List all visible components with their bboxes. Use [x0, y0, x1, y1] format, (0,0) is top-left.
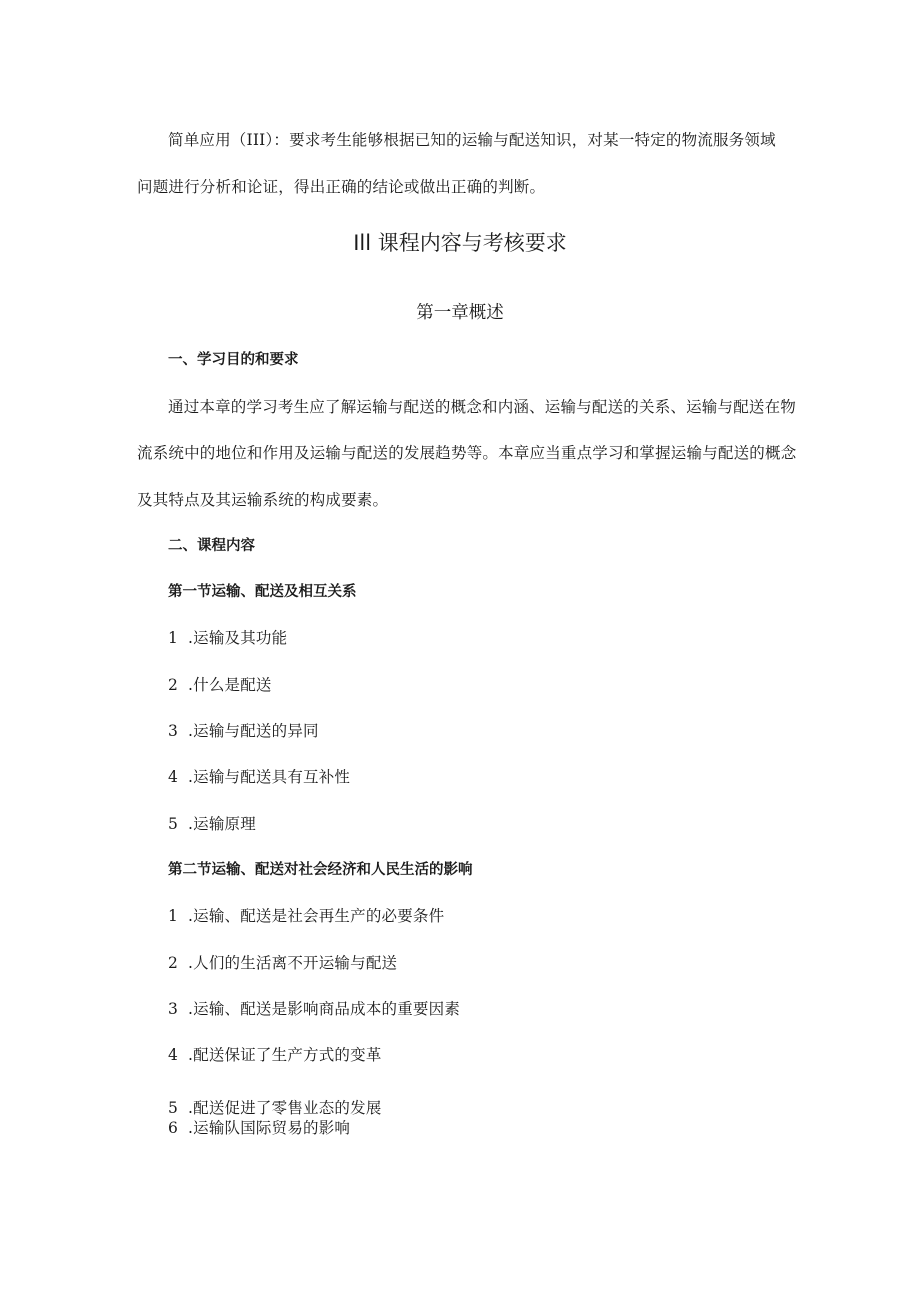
- section-heading-content: 二、课程内容: [168, 538, 255, 554]
- list-item-text: .运输与配送的异同: [188, 722, 319, 740]
- section-heading-objectives: 一、学习目的和要求: [168, 352, 299, 368]
- list-item: [168, 1043, 382, 1065]
- main-title: Ill 课程内容与考核要求: [353, 231, 567, 255]
- list-item-number: 3: [168, 722, 179, 740]
- list-item-number: 4: [168, 1046, 179, 1064]
- chapter-title: 第一章概述: [416, 303, 504, 323]
- list-item: [168, 904, 444, 926]
- list-item-number: 5: [168, 1099, 179, 1117]
- list-item-text: .运输原理: [188, 815, 256, 833]
- list-item-number: 4: [168, 768, 179, 786]
- list-item: [168, 719, 319, 741]
- list-item-number: 1: [168, 629, 179, 647]
- list-item-text: .运输、配送是社会再生产的必要条件: [188, 907, 445, 925]
- list-item: [168, 997, 460, 1019]
- list-item-text: .运输与配送具有互补性: [188, 768, 351, 786]
- list-item-number: 1: [168, 907, 179, 925]
- list-item: [168, 1096, 382, 1118]
- list-item-number: 2: [168, 676, 179, 694]
- objectives-para-line-2: 流系统中的地位和作用及运输与配送的发展趋势等。本章应当重点学习和掌握运输与配送的概念: [137, 444, 797, 462]
- list-item: [168, 765, 350, 787]
- list-item-text: .什么是配送: [188, 676, 272, 694]
- part-title-2: 第二节运输、配送对社会经济和人民生活的影响: [168, 862, 473, 878]
- objectives-para-line-1: 通过本章的学习考生应了解运输与配送的概念和内涵、运输与配送的关系、运输与配送在物: [168, 398, 797, 416]
- list-item-text: .人们的生活离不开运输与配送: [188, 954, 398, 972]
- objectives-para-line-3: 及其特点及其运输系统的构成要素。: [137, 491, 389, 509]
- list-item-number: 5: [168, 815, 179, 833]
- list-item-text: .配送保证了生产方式的变革: [188, 1046, 382, 1064]
- list-item: [168, 812, 256, 834]
- list-item: [168, 1116, 350, 1138]
- list-item-number: 3: [168, 1000, 179, 1018]
- intro-line-2: 问题进行分析和论证，得出正确的结论或做出正确的判断。: [137, 178, 546, 196]
- list-item-text: .运输队国际贸易的影响: [188, 1119, 351, 1137]
- list-item: [168, 626, 287, 648]
- list-item: [168, 673, 272, 695]
- list-item: [168, 951, 397, 973]
- list-item-number: 6: [168, 1119, 179, 1137]
- list-item-text: .运输、配送是影响商品成本的重要因素: [188, 1000, 461, 1018]
- list-item-number: 2: [168, 954, 179, 972]
- list-item-text: .运输及其功能: [188, 629, 288, 647]
- intro-line-1: 简单应用（III）：要求考生能够根据已知的运输与配送知识，对某一特定的物流服务领域: [168, 131, 776, 149]
- list-item-text: .配送促进了零售业态的发展: [188, 1099, 382, 1117]
- part-title-1: 第一节运输、配送及相互关系: [168, 584, 357, 600]
